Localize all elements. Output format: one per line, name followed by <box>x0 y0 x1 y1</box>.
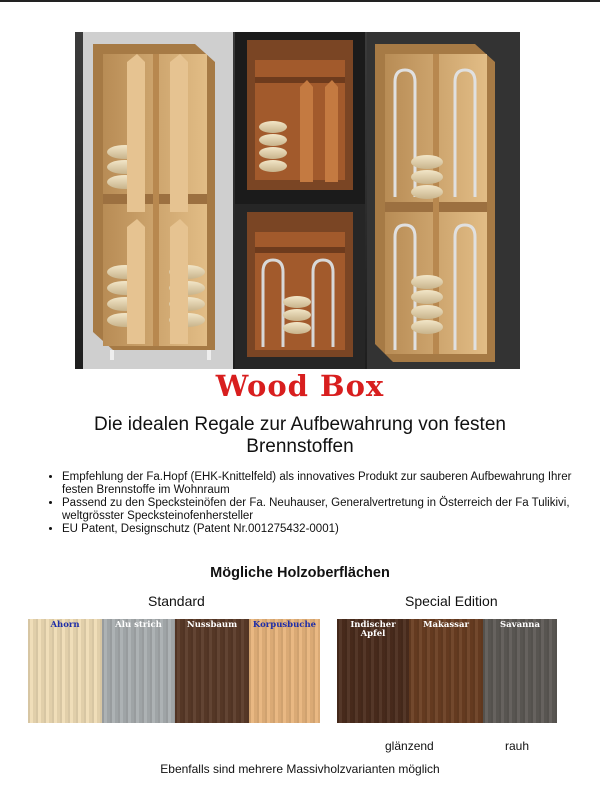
standard-swatches <box>28 619 320 723</box>
finish-glossy-label: glänzend <box>385 739 434 753</box>
swatch-label: Indischer Apfel <box>350 620 396 639</box>
feature-list <box>40 471 600 536</box>
feature-item: • Empfehlung der Fa.Hopf (EHK-Knittelfeld) als innovatives Produkt zur sauberen Aufbewahrung Ihrer festen Brennstoffe im Wohnraum <box>62 471 600 497</box>
finish-rough-label: rauh <box>505 739 530 753</box>
footer-note: Ebenfalls sind mehrere Massivholzvarianten möglich <box>160 762 440 776</box>
subtitle: Die idealen Regale zur Aufbewahrung von festen Brennstoffen <box>94 414 506 457</box>
swatch-label: Savanna <box>500 620 540 630</box>
swatch-label: Korpusbuche <box>252 620 317 630</box>
brand-title: Wood Box <box>215 369 385 403</box>
swatch-label: Nussbaum <box>186 620 238 630</box>
swatch-label: Alu strich <box>115 620 162 630</box>
shelf-left-render <box>83 32 233 369</box>
product-photo <box>75 32 520 369</box>
swatch-label: Ahorn <box>50 620 80 630</box>
swatch-alu-strich <box>102 619 175 723</box>
swatch-ahorn <box>28 619 102 723</box>
special-edition-heading: Special Edition <box>405 593 498 609</box>
swatch-indischer-apfel <box>337 619 409 723</box>
feature-item: • Passend zu den Specksteinöfen der Fa. Neuhauser, Generalvertretung in Österreich der Fa Tulikivi, weltgrösster Specksteinofenhersteller <box>62 497 600 523</box>
special-swatches <box>337 619 557 723</box>
shelf-right-render <box>367 32 520 369</box>
swatch-label: Makassar <box>423 620 469 630</box>
surfaces-title: Mögliche Holzoberflächen <box>210 565 390 581</box>
top-rule <box>0 0 600 2</box>
swatch-nussbaum <box>175 619 249 723</box>
swatch-korpusbuche <box>249 619 320 723</box>
shelf-middle-render <box>235 32 365 369</box>
swatch-makassar <box>409 619 483 723</box>
feature-item: • EU Patent, Designschutz (Patent Nr.001275432-0001) <box>62 523 600 536</box>
swatch-savanna <box>483 619 557 723</box>
standard-heading: Standard <box>148 593 205 609</box>
